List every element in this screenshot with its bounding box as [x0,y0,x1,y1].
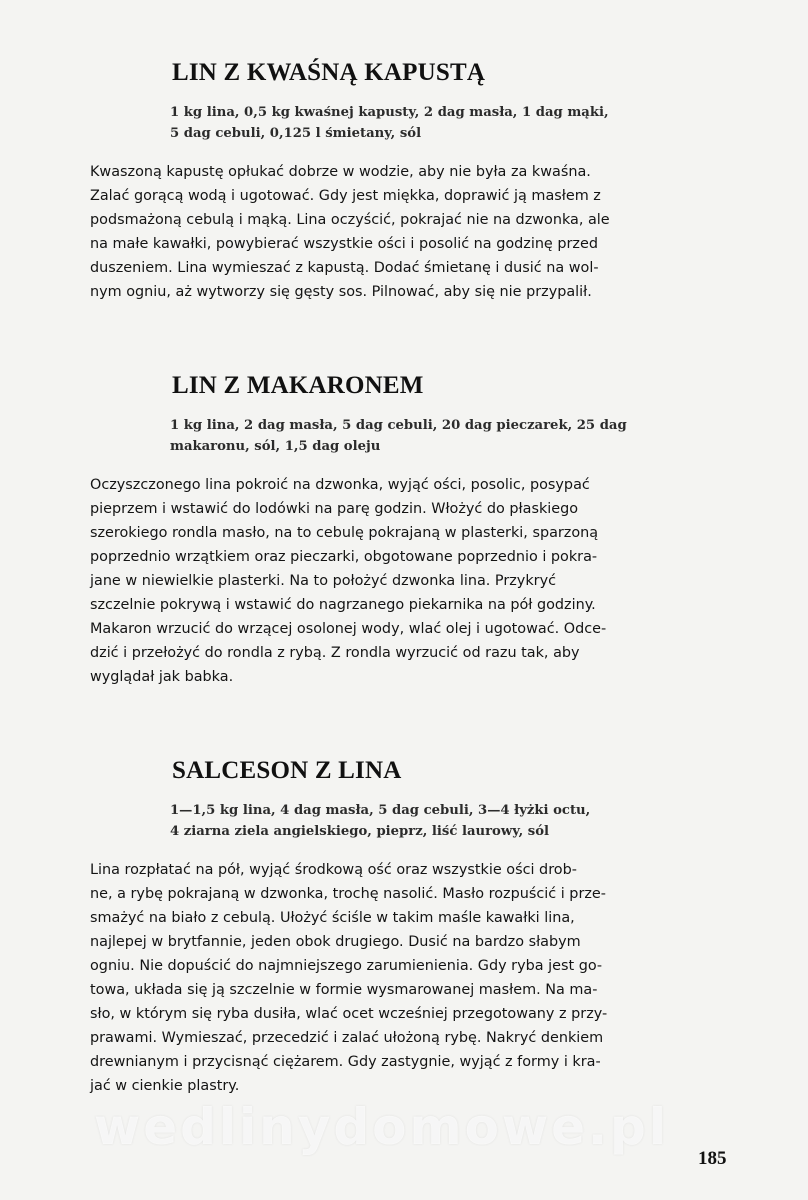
ingredients-list [170,102,766,144]
site-watermark: wedlinydomowe.pl [94,1098,669,1156]
instruction-line: ne, a rybę pokrajaną w dzwonka, trochę nasolić. Masło rozpuścić i prze- [90,886,606,902]
instruction-line: dzić i przełożyć do rondla z rybą. Z rondla wyrzucić od razu tak, aby [90,645,580,661]
recipe-title: LIN Z KWAŚNĄ KAPUSTĄ [172,59,486,86]
instruction-line: Kwaszoną kapustę opłukać dobrze w wodzie, aby nie była za kwaśna. [90,164,591,180]
instruction-line: Lina rozpłatać na pół, wyjąć środkową ość oraz wszystkie ości drob- [90,862,577,878]
instruction-line: smażyć na biało z cebulą. Ułożyć ściśle w takim maśle kawałki lina, [90,910,575,926]
instruction-line: najlepej w brytfannie, jeden obok drugiego. Dusić na bardzo słabym [90,934,581,950]
recipe-lin-z-makaronem [90,371,766,689]
ingredients-list [170,415,766,457]
ingredients-line: 5 dag cebuli, 0,125 l śmietany, sól [170,126,422,141]
instruction-line: towa, układa się ją szczelnie w formie wysmarowanej masłem. Na ma- [90,982,598,998]
instruction-line: podsmażoną cebulą i mąką. Lina oczyścić, pokrajać nie na dzwonka, ale [90,212,610,228]
recipe-instructions [90,160,766,304]
ingredients-line: 1—1,5 kg lina, 4 dag masła, 5 dag cebuli, 3—4 łyżki octu, [170,803,591,818]
ingredients-line: makaronu, sól, 1,5 dag oleju [170,439,381,454]
ingredients-line: 1 kg lina, 2 dag masła, 5 dag cebuli, 20 dag pieczarek, 25 dag [170,418,627,433]
recipe-lin-z-kwasna-kapusta [90,58,766,304]
instruction-line: jać w cienkie plastry. [90,1078,240,1094]
instruction-line: sło, w którym się ryba dusiła, wlać ocet wcześniej przegotowany z przy- [90,1006,608,1022]
instruction-line: Makaron wrzucić do wrzącej osolonej wody, wlać olej i ugotować. Odce- [90,621,607,637]
instruction-line: drewnianym i przycisnąć ciężarem. Gdy zastygnie, wyjąć z formy i kra- [90,1054,601,1070]
instruction-line: jane w niewielkie plasterki. Na to położyć dzwonka lina. Przykryć [90,573,557,589]
instruction-line: szerokiego rondla masło, na to cebulę pokrajaną w plasterki, sparzoną [90,525,599,541]
instruction-line: wyglądał jak babka. [90,669,234,685]
instruction-line: na małe kawałki, powybierać wszystkie ości i posolić na godzinę przed [90,236,598,252]
instruction-line: prawami. Wymieszać, przecedzić i zalać ułożoną rybę. Nakryć denkiem [90,1030,604,1046]
instruction-line: duszeniem. Lina wymieszać z kapustą. Dodać śmietanę i dusić na wol- [90,260,599,276]
recipe-title: LIN Z MAKARONEM [172,372,424,399]
recipe-title: SALCESON Z LINA [172,757,402,784]
ingredients-line: 4 ziarna ziela angielskiego, pieprz, liść laurowy, sól [170,824,550,839]
instruction-line: pieprzem i wstawić do lodówki na parę godzin. Włożyć do płaskiego [90,501,579,517]
instruction-line: nym ogniu, aż wytworzy się gęsty sos. Pilnować, aby się nie przypalił. [90,284,592,300]
recipe-instructions [90,473,766,689]
ingredients-list [170,800,766,842]
instruction-line: Oczyszczonego lina pokroić na dzwonka, wyjąć ości, posolic, posypać [90,477,590,493]
instruction-line: Zalać gorącą wodą i ugotować. Gdy jest miękka, doprawić ją masłem z [90,188,601,204]
recipe-salceson-z-lina [90,756,766,1098]
instruction-line: szczelnie pokrywą i wstawić do nagrzanego piekarnika na pół godziny. [90,597,596,613]
ingredients-line: 1 kg lina, 0,5 kg kwaśnej kapusty, 2 dag masła, 1 dag mąki, [170,105,609,120]
instruction-line: ogniu. Nie dopuścić do najmniejszego zarumienienia. Gdy ryba jest go- [90,958,603,974]
recipe-instructions [90,858,766,1098]
page-number: 185 [698,1148,727,1169]
instruction-line: poprzednio wrzątkiem oraz pieczarki, obgotowane poprzednio i pokra- [90,549,598,565]
